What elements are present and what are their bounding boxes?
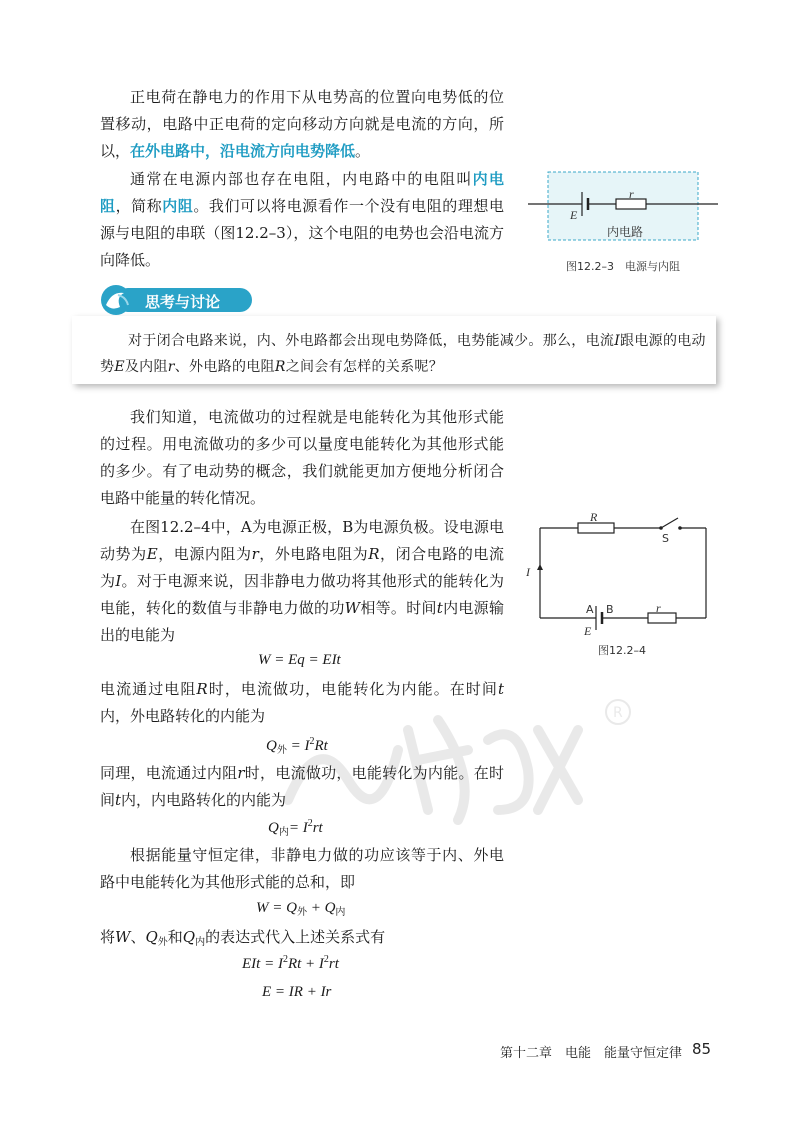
fig4-caption: 图12.2–4: [598, 644, 646, 657]
fig3-label-r: r: [629, 187, 634, 201]
page-number: 85: [692, 1040, 712, 1058]
fig4-label-r: r: [656, 601, 661, 615]
equation-work-sum: $W = Q_外 + Q_内$: [256, 900, 346, 918]
term-internal-resistance-short: 内阻: [162, 197, 194, 215]
paragraph-energy-conservation: 根据能量守恒定律，非静电力做的功应该等于内、外电路中电能转化为其他形式能的总和，即: [100, 846, 504, 891]
paragraph-figure-setup: 在图12.2–4中，A为电源正极，B为电源负极。设电源电动势为E，电源内阻为r，外电路电阻为R，闭合电路的电流为I。对于电源来说，因非静电力做功将其他形式的能转化为电能，转化的数值与非静电力做的功W相等。时间t内电源输出的电能为: [100, 518, 504, 644]
fig3-label-inner-circuit: 内电路: [607, 225, 644, 239]
fig4-label-E: E: [584, 624, 592, 638]
figure-closed-circuit: [530, 506, 716, 646]
equation-source-energy: W = Eq = EIt: [258, 652, 341, 668]
paragraph-internal-resistance: 通常在电源内部也存在电阻，内电路中的电阻叫内电阻，简称内阻。我们可以将电源看作一个没有电阻的理想电源与电阻的串联（图12.2–3），这个电阻的电势也会沿电流方向降低。: [100, 170, 504, 269]
paragraph-substitution: 将W、$Q_外$和$Q_内$的表达式代入上述关系式有: [100, 928, 386, 948]
svg-text:R: R: [613, 705, 623, 721]
fig3-caption: 图12.2–3 电源与内阻: [566, 260, 680, 273]
fig4-label-R: R: [590, 510, 598, 524]
equation-energy-balance: EIt = $I^2Rt + I^2rt$: [242, 954, 339, 972]
paragraph-external-heat: 电流通过电阻R时，电流做功，电能转化为内能。在时间t内，外电路转化的内能为: [100, 680, 504, 725]
paragraph-potential-drop: 正电荷在静电力的作用下从电势高的位置向电势低的位置移动，电路中正电荷的定向移动方向就是电流的方向，所以，在外电路中，沿电流方向电势降低。: [100, 88, 504, 160]
equation-internal-heat: $Q_内= I^2rt$: [268, 818, 323, 838]
discussion-text: 对于闭合电路来说，内、外电路都会出现电势降低，电势能减少。那么，电流I跟电源的电动势E及内阻r、外电路的电阻R之间会有怎样的关系呢？: [100, 333, 706, 375]
equation-external-heat: $Q_外 = I^2Rt$: [266, 736, 328, 756]
chapter-footer: 第十二章 电能 能量守恒定律: [500, 1046, 683, 1061]
equation-emf: E = IR + Ir: [262, 984, 332, 1000]
fig4-label-I: I: [526, 565, 530, 579]
fig4-label-B: B: [606, 603, 614, 616]
highlight-external-drop: 在外电路中，沿电流方向电势降低: [130, 142, 356, 160]
paragraph-internal-heat: 同理，电流通过内阻r时，电流做功，电能转化为内能。在时间t内，内电路转化的内能为: [100, 764, 504, 809]
term-internal-resistance: 内电阻: [100, 170, 504, 215]
fig4-label-S: S: [662, 532, 669, 545]
fig4-label-A: A: [586, 603, 594, 616]
paragraph-energy-conversion: 我们知道，电流做功的过程就是电能转化为其他形式能的过程。用电流做功的多少可以量度电能转化为其他形式能的多少。有了电动势的概念，我们就能更加方便地分析闭合电路中能量的转化情况。: [100, 408, 504, 507]
fig3-label-e: E: [570, 208, 578, 222]
discussion-title: 思考与讨论: [145, 293, 221, 311]
